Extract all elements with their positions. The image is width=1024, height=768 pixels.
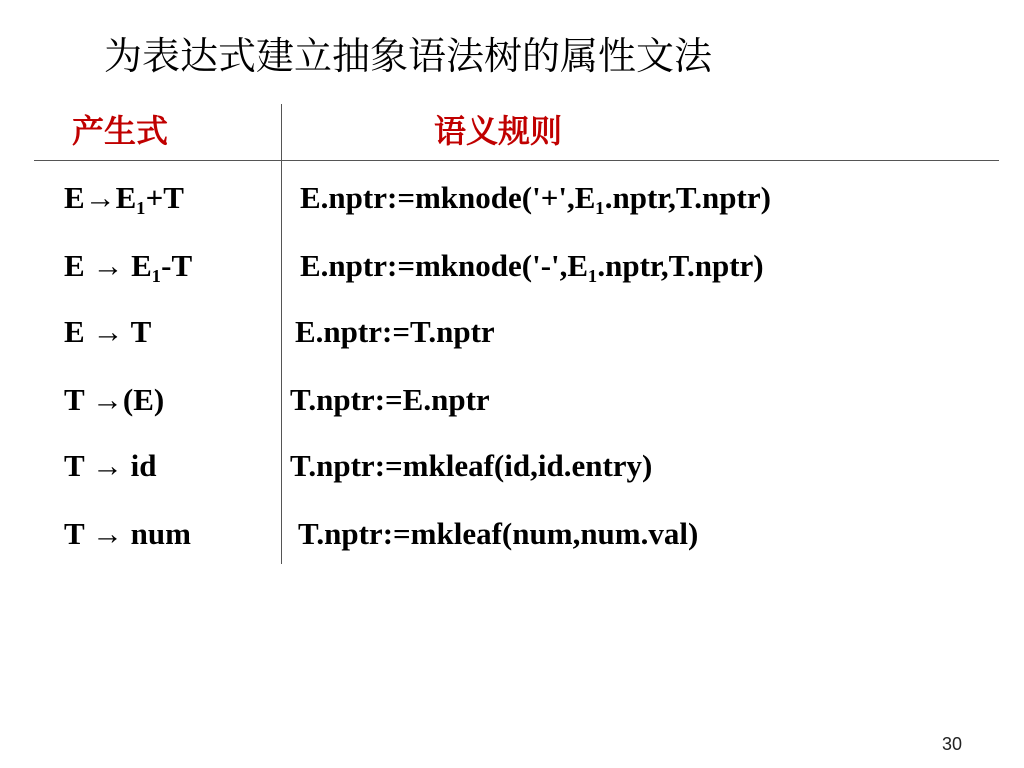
grammar-row: [0, 168, 1024, 228]
semantic-rule: E.nptr:=mknode('-',E₁.nptr,T.nptr): [300, 248, 764, 283]
semantic-rule: E.nptr:=mknode('+',E₁.nptr,T.nptr): [300, 180, 771, 215]
production-column-header: 产生式: [72, 112, 169, 150]
production: E → T: [64, 314, 152, 349]
semantic-rule: E.nptr:=T.nptr: [295, 314, 495, 349]
semantic-rule: T.nptr:=mkleaf(id,id.entry): [290, 448, 653, 483]
header-divider: [34, 160, 999, 161]
page-number: 30: [941, 734, 962, 754]
semantic-rule-column-header: 语义规则: [434, 112, 563, 150]
semantic-rule: T.nptr:=E.nptr: [290, 382, 490, 417]
grammar-row: [0, 436, 1024, 496]
grammar-row: [0, 504, 1024, 564]
production: T →(E): [64, 382, 165, 417]
semantic-rule: T.nptr:=mkleaf(num,num.val): [298, 516, 699, 551]
grammar-row: [0, 302, 1024, 362]
grammar-row: [0, 370, 1024, 430]
slide-title: 为表达式建立抽象语法树的属性文法: [104, 34, 713, 78]
production: E→E₁+T: [64, 180, 184, 215]
production: T → id: [64, 448, 157, 483]
production: T → num: [64, 516, 191, 551]
production: E → E₁-T: [64, 248, 193, 283]
grammar-row: [0, 236, 1024, 296]
